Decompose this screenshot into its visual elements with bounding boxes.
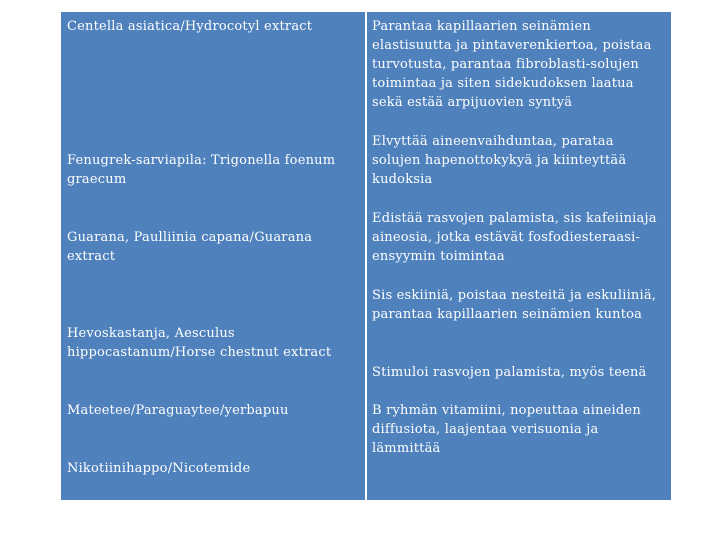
ingredients-table [61,12,671,500]
effect-cell-fenugreek: Elvyttää aineenvaihduntaa, parataa solujen hapenottokykyä ja kiinteyttää kudoksia [372,134,627,187]
effect-cell-horse-chestnut: Sis eskiiniä, poistaa nesteitä ja eskuliiniä, parantaa kapillaarien seinämien kuntoa [372,288,657,322]
ingredient-cell-nicotinic-acid: Nikotiinihappo/Nicotemide [67,461,251,476]
effect-cell-fat-burning: Stimuloi rasvojen palamista, myös teenä [372,365,647,380]
ingredient-cell-mate: Mateetee/Paraguaytee/yerbapuu [67,403,289,418]
effect-cell-centella: Parantaa kapillaarien seinämien elastisuutta ja pintaverenkiertoa, poistaa turvotusta, parantaa fibroblasti-solujen toimintaa ja siten sidekudoksen laatua sekä estää arpijuovien syntyä [372,19,652,110]
effect-cell-guarana: Edistää rasvojen palamista, sis kafeiiniaja aineosia, jotka estävät fosfodiesteraasi- ensyymin toimintaa [372,211,657,264]
ingredient-cell-guarana: Guarana, Paulliinia capana/Guarana extract [67,230,313,264]
ingredient-cell-fenugreek: Fenugrek-sarviapila: Trigonella foenum graecum [67,153,336,187]
column-divider [365,12,367,500]
ingredient-cell-horse-chestnut: Hevoskastanja, Aesculus hippocastanum/Horse chestnut extract [67,326,332,360]
effect-cell-mate: B ryhmän vitamiini, nopeuttaa aineiden diffusiota, laajentaa verisuonia ja lämmittää [372,403,641,456]
ingredient-cell-centella: Centella asiatica/Hydrocotyl extract [67,19,313,34]
